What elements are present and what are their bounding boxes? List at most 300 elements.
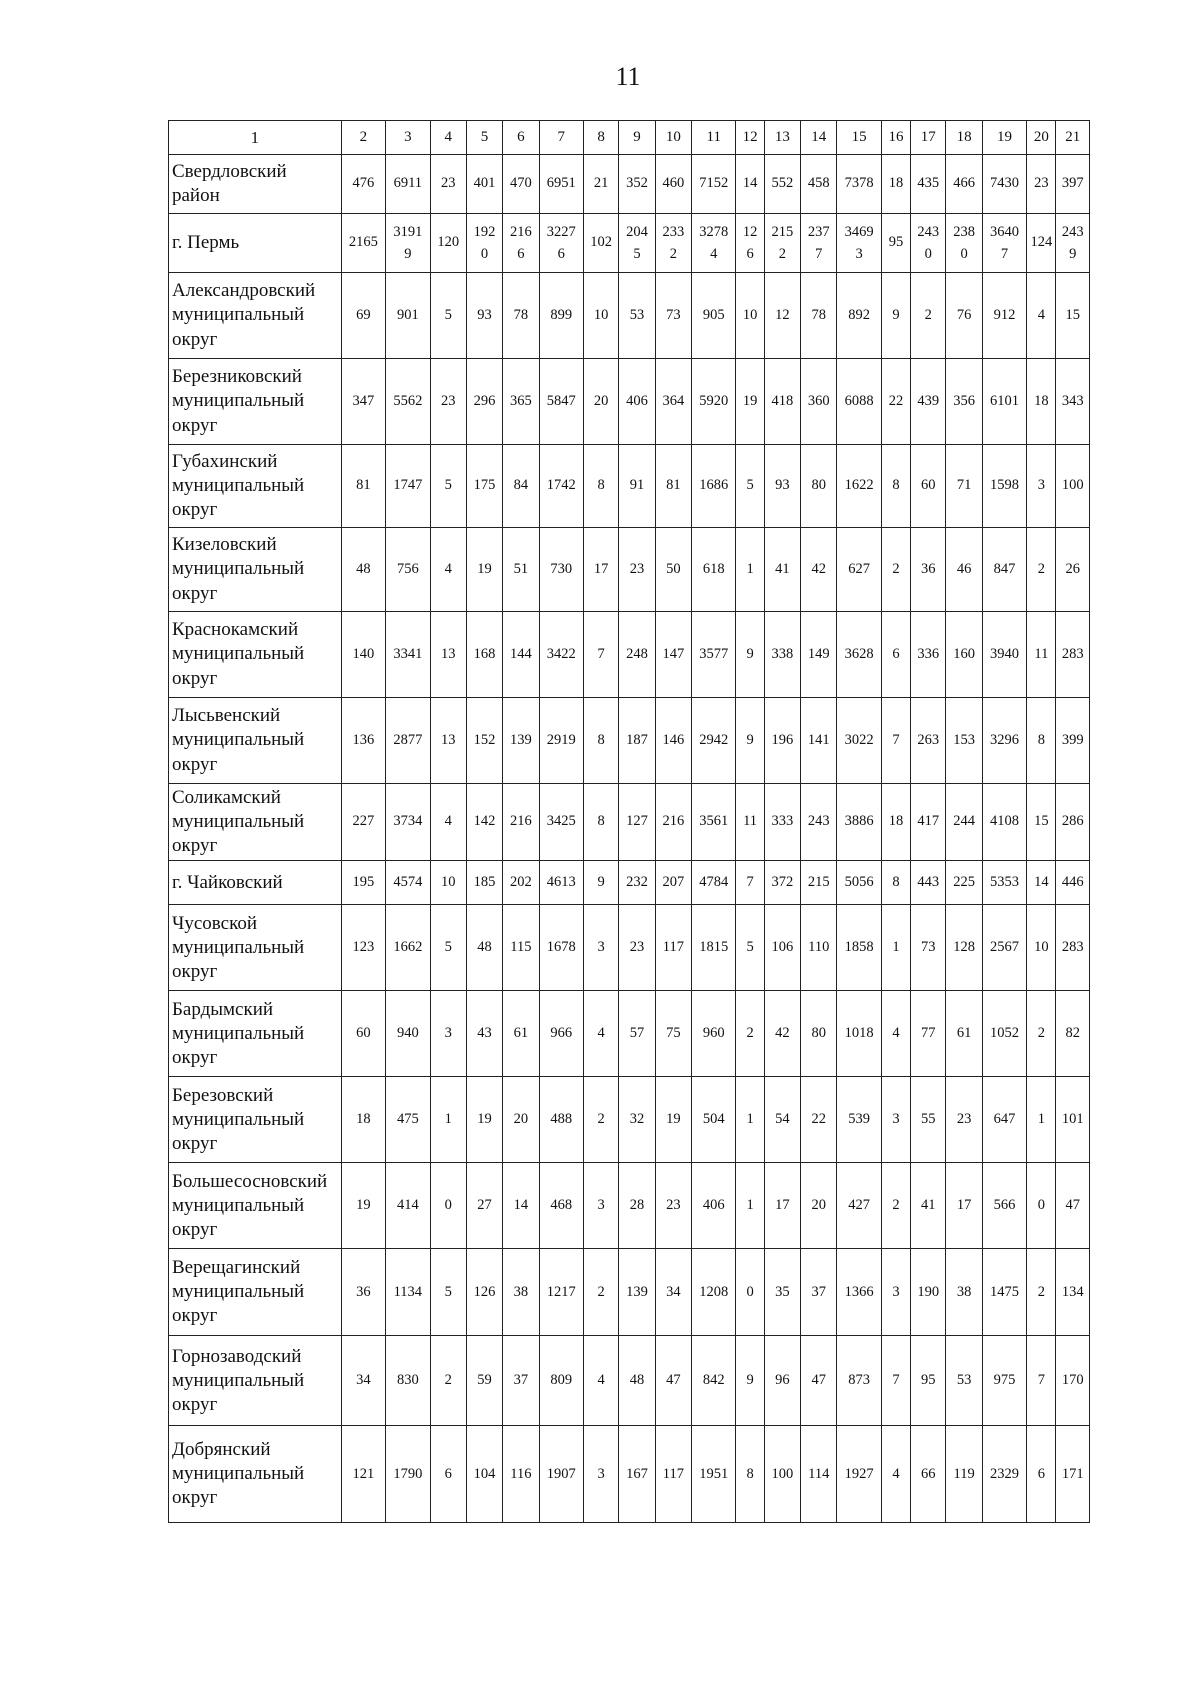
table-cell: 6101 [982, 359, 1026, 445]
table-cell: 17 [764, 1163, 800, 1249]
table-cell: 2942 [692, 698, 736, 784]
table-cell: 6 [430, 1426, 466, 1523]
table-cell: 263 [911, 698, 946, 784]
table-cell: 238 0 [946, 214, 982, 273]
table-cell: 2 [881, 528, 910, 612]
table-cell: 5056 [837, 861, 881, 905]
territory-name: Бардымский муниципальный округ [169, 991, 342, 1077]
table-row [169, 445, 1090, 528]
table-cell: 4 [430, 528, 466, 612]
table-row [169, 861, 1090, 905]
column-header: 12 [736, 121, 764, 155]
table-cell: 618 [692, 528, 736, 612]
table-cell: 3 [583, 1426, 618, 1523]
table-cell: 47 [1056, 1163, 1090, 1249]
table-cell: 3734 [386, 784, 430, 861]
table-cell: 966 [539, 991, 583, 1077]
column-header: 21 [1056, 121, 1090, 155]
table-cell: 190 [911, 1249, 946, 1336]
table-cell: 1366 [837, 1249, 881, 1336]
table-row [169, 1249, 1090, 1336]
table-cell: 356 [946, 359, 982, 445]
table-cell: 243 [801, 784, 837, 861]
table-cell: 9 [881, 273, 910, 359]
table-cell: 847 [982, 528, 1026, 612]
table-cell: 418 [764, 359, 800, 445]
territory-name: Краснокамский муниципальный округ [169, 612, 342, 698]
table-cell: 119 [946, 1426, 982, 1523]
table-cell: 168 [466, 612, 502, 698]
table-cell: 13 [430, 698, 466, 784]
column-header: 14 [801, 121, 837, 155]
table-cell: 2 [911, 273, 946, 359]
table-cell: 3278 4 [692, 214, 736, 273]
table-cell: 134 [1056, 1249, 1090, 1336]
table-cell: 227 [341, 784, 385, 861]
table-cell: 397 [1056, 155, 1090, 214]
table-cell: 7430 [982, 155, 1026, 214]
table-cell: 27 [466, 1163, 502, 1249]
table-cell: 8 [583, 445, 618, 528]
table-cell: 446 [1056, 861, 1090, 905]
table-cell: 11 [1027, 612, 1056, 698]
table-cell: 8 [881, 445, 910, 528]
table-cell: 32 [619, 1077, 655, 1163]
table-cell: 539 [837, 1077, 881, 1163]
table-cell: 36 [911, 528, 946, 612]
table-cell: 81 [655, 445, 691, 528]
table-cell: 243 9 [1056, 214, 1090, 273]
table-cell: 2 [1027, 991, 1056, 1077]
table-cell: 6911 [386, 155, 430, 214]
table-cell: 170 [1056, 1336, 1090, 1426]
table-cell: 2 [1027, 528, 1056, 612]
column-header: 10 [655, 121, 691, 155]
table-cell: 9 [736, 698, 764, 784]
table-cell: 20 [503, 1077, 539, 1163]
table-cell: 43 [466, 991, 502, 1077]
table-cell: 842 [692, 1336, 736, 1426]
table-cell: 406 [692, 1163, 736, 1249]
table-row [169, 1336, 1090, 1426]
column-header: 11 [692, 121, 736, 155]
table-cell: 47 [801, 1336, 837, 1426]
table-cell: 69 [341, 273, 385, 359]
table-cell: 23 [946, 1077, 982, 1163]
table-cell: 36 [341, 1249, 385, 1336]
column-header: 17 [911, 121, 946, 155]
table-cell: 41 [764, 528, 800, 612]
table-cell: 42 [764, 991, 800, 1077]
table-cell: 139 [503, 698, 539, 784]
table-cell: 5847 [539, 359, 583, 445]
table-cell: 46 [946, 528, 982, 612]
territory-name: Губахинский муниципальный округ [169, 445, 342, 528]
table-cell: 114 [801, 1426, 837, 1523]
table-cell: 19 [655, 1077, 691, 1163]
table-cell: 23 [655, 1163, 691, 1249]
table-cell: 1475 [982, 1249, 1026, 1336]
table-cell: 93 [466, 273, 502, 359]
table-cell: 899 [539, 273, 583, 359]
column-header: 15 [837, 121, 881, 155]
table-cell: 22 [881, 359, 910, 445]
table-cell: 8 [583, 784, 618, 861]
table-cell: 1 [736, 1077, 764, 1163]
table-cell: 4 [583, 991, 618, 1077]
table-cell: 41 [911, 1163, 946, 1249]
table-cell: 1598 [982, 445, 1026, 528]
table-cell: 7152 [692, 155, 736, 214]
table-cell: 7 [1027, 1336, 1056, 1426]
table-cell: 248 [619, 612, 655, 698]
table-cell: 3 [583, 905, 618, 991]
table-cell: 54 [764, 1077, 800, 1163]
table-cell: 5562 [386, 359, 430, 445]
column-header: 5 [466, 121, 502, 155]
table-cell: 730 [539, 528, 583, 612]
table-cell: 17 [583, 528, 618, 612]
table-cell: 78 [801, 273, 837, 359]
table-cell: 96 [764, 1336, 800, 1426]
column-header: 20 [1027, 121, 1056, 155]
table-cell: 9 [736, 1336, 764, 1426]
table-cell: 296 [466, 359, 502, 445]
table-cell: 17 [946, 1163, 982, 1249]
table-cell: 2 [881, 1163, 910, 1249]
table-cell: 4 [881, 1426, 910, 1523]
table-cell: 809 [539, 1336, 583, 1426]
table-cell: 47 [655, 1336, 691, 1426]
table-cell: 104 [466, 1426, 502, 1523]
table-cell: 627 [837, 528, 881, 612]
table-cell: 475 [386, 1077, 430, 1163]
table-cell: 4 [881, 991, 910, 1077]
table-cell: 1 [881, 905, 910, 991]
table-cell: 10 [583, 273, 618, 359]
table-cell: 14 [736, 155, 764, 214]
table-cell: 18 [1027, 359, 1056, 445]
table-cell: 127 [619, 784, 655, 861]
table-cell: 216 [503, 784, 539, 861]
territory-name: Верещагинский муниципальный округ [169, 1249, 342, 1336]
table-cell: 1907 [539, 1426, 583, 1523]
table-cell: 1951 [692, 1426, 736, 1523]
table-cell: 171 [1056, 1426, 1090, 1523]
table-cell: 5 [430, 905, 466, 991]
table-cell: 343 [1056, 359, 1090, 445]
table-cell: 3940 [982, 612, 1026, 698]
table-cell: 2 [1027, 1249, 1056, 1336]
table-cell: 61 [503, 991, 539, 1077]
table-cell: 8 [1027, 698, 1056, 784]
territory-name: Добрянский муниципальный округ [169, 1426, 342, 1523]
column-header: 4 [430, 121, 466, 155]
table-row [169, 612, 1090, 698]
table-cell: 19 [466, 528, 502, 612]
column-header: 3 [386, 121, 430, 155]
table-row [169, 991, 1090, 1077]
table-cell: 372 [764, 861, 800, 905]
table-cell: 117 [655, 905, 691, 991]
table-cell: 1 [1027, 1077, 1056, 1163]
table-cell: 1815 [692, 905, 736, 991]
table-cell: 126 [466, 1249, 502, 1336]
table-cell: 23 [1027, 155, 1056, 214]
table-cell: 476 [341, 155, 385, 214]
table-cell: 552 [764, 155, 800, 214]
table-cell: 141 [801, 698, 837, 784]
table-cell: 20 [583, 359, 618, 445]
table-cell: 243 0 [911, 214, 946, 273]
table-cell: 175 [466, 445, 502, 528]
table-cell: 1686 [692, 445, 736, 528]
table-cell: 23 [619, 528, 655, 612]
table-cell: 7378 [837, 155, 881, 214]
table-row [169, 359, 1090, 445]
table-cell: 15 [1056, 273, 1090, 359]
table-cell: 152 [466, 698, 502, 784]
table-cell: 59 [466, 1336, 502, 1426]
table-cell: 6088 [837, 359, 881, 445]
table-cell: 101 [1056, 1077, 1090, 1163]
table-cell: 1622 [837, 445, 881, 528]
table-cell: 140 [341, 612, 385, 698]
table-cell: 504 [692, 1077, 736, 1163]
table-cell: 12 6 [736, 214, 764, 273]
table-cell: 468 [539, 1163, 583, 1249]
table-cell: 225 [946, 861, 982, 905]
table-cell: 80 [801, 991, 837, 1077]
table-cell: 37 [503, 1336, 539, 1426]
table-row [169, 1163, 1090, 1249]
territory-name: Березниковский муниципальный округ [169, 359, 342, 445]
territory-name: Александровский муниципальный округ [169, 273, 342, 359]
table-cell: 11 [736, 784, 764, 861]
table-cell: 95 [881, 214, 910, 273]
table-cell: 9 [736, 612, 764, 698]
table-cell: 237 7 [801, 214, 837, 273]
table-cell: 1927 [837, 1426, 881, 1523]
table-cell: 215 [801, 861, 837, 905]
table-cell: 3886 [837, 784, 881, 861]
table-cell: 0 [736, 1249, 764, 1336]
table-cell: 13 [430, 612, 466, 698]
table-cell: 142 [466, 784, 502, 861]
table-cell: 1018 [837, 991, 881, 1077]
table-cell: 216 6 [503, 214, 539, 273]
table-cell: 37 [801, 1249, 837, 1336]
table-cell: 196 [764, 698, 800, 784]
territory-name: Большесосновский муниципальный округ [169, 1163, 342, 1249]
table-cell: 2 [736, 991, 764, 1077]
table-cell: 360 [801, 359, 837, 445]
table-cell: 7 [736, 861, 764, 905]
table-cell: 4 [583, 1336, 618, 1426]
table-cell: 19 [341, 1163, 385, 1249]
table-cell: 2919 [539, 698, 583, 784]
table-cell: 18 [881, 155, 910, 214]
table-cell: 1747 [386, 445, 430, 528]
table-cell: 60 [341, 991, 385, 1077]
table-cell: 2877 [386, 698, 430, 784]
table-cell: 3425 [539, 784, 583, 861]
table-cell: 10 [1027, 905, 1056, 991]
table-cell: 0 [1027, 1163, 1056, 1249]
column-header: 7 [539, 121, 583, 155]
territory-name: Чусовской муниципальный округ [169, 905, 342, 991]
table-cell: 185 [466, 861, 502, 905]
table-cell: 19 [736, 359, 764, 445]
table-cell: 244 [946, 784, 982, 861]
table-cell: 215 2 [764, 214, 800, 273]
table-cell: 19 [466, 1077, 502, 1163]
table-cell: 336 [911, 612, 946, 698]
table-cell: 3561 [692, 784, 736, 861]
table-cell: 8 [736, 1426, 764, 1523]
table-cell: 3422 [539, 612, 583, 698]
table-cell: 488 [539, 1077, 583, 1163]
table-cell: 106 [764, 905, 800, 991]
table-cell: 347 [341, 359, 385, 445]
table-cell: 417 [911, 784, 946, 861]
table-cell: 3296 [982, 698, 1026, 784]
table-cell: 136 [341, 698, 385, 784]
table-cell: 406 [619, 359, 655, 445]
table-cell: 38 [946, 1249, 982, 1336]
table-cell: 8 [583, 698, 618, 784]
table-cell: 110 [801, 905, 837, 991]
table-cell: 232 [619, 861, 655, 905]
table-cell: 115 [503, 905, 539, 991]
table-cell: 5 [736, 445, 764, 528]
table-cell: 123 [341, 905, 385, 991]
table-cell: 204 5 [619, 214, 655, 273]
table-cell: 55 [911, 1077, 946, 1163]
table-cell: 121 [341, 1426, 385, 1523]
table-cell: 128 [946, 905, 982, 991]
table-cell: 34 [655, 1249, 691, 1336]
table-cell: 283 [1056, 612, 1090, 698]
header-row [169, 121, 1090, 155]
table-row [169, 698, 1090, 784]
table-cell: 3 [583, 1163, 618, 1249]
table-cell: 3 [1027, 445, 1056, 528]
table-cell: 756 [386, 528, 430, 612]
table-cell: 940 [386, 991, 430, 1077]
table-cell: 3469 3 [837, 214, 881, 273]
column-header: 8 [583, 121, 618, 155]
table-cell: 1217 [539, 1249, 583, 1336]
table-cell: 5 [430, 273, 466, 359]
table-cell: 439 [911, 359, 946, 445]
table-cell: 80 [801, 445, 837, 528]
table-cell: 207 [655, 861, 691, 905]
table-cell: 2 [583, 1249, 618, 1336]
territory-name: Соликамский муниципальный округ [169, 784, 342, 861]
table-cell: 73 [911, 905, 946, 991]
table-cell: 427 [837, 1163, 881, 1249]
table-cell: 84 [503, 445, 539, 528]
table-cell: 460 [655, 155, 691, 214]
table-cell: 51 [503, 528, 539, 612]
table-cell: 3341 [386, 612, 430, 698]
table-cell: 81 [341, 445, 385, 528]
table-cell: 202 [503, 861, 539, 905]
table-cell: 2329 [982, 1426, 1026, 1523]
table-cell: 0 [430, 1163, 466, 1249]
table-cell: 6 [1027, 1426, 1056, 1523]
table-cell: 6951 [539, 155, 583, 214]
table-cell: 23 [619, 905, 655, 991]
table-cell: 8 [881, 861, 910, 905]
table-cell: 1134 [386, 1249, 430, 1336]
table-cell: 76 [946, 273, 982, 359]
table-cell: 912 [982, 273, 1026, 359]
table-cell: 2 [583, 1077, 618, 1163]
table-cell: 48 [466, 905, 502, 991]
table-cell: 139 [619, 1249, 655, 1336]
table-cell: 338 [764, 612, 800, 698]
table-cell: 3628 [837, 612, 881, 698]
table-cell: 146 [655, 698, 691, 784]
table-cell: 1678 [539, 905, 583, 991]
table-cell: 124 [1027, 214, 1056, 273]
column-header: 1 [169, 121, 342, 155]
table-cell: 3 [881, 1249, 910, 1336]
territory-name: г. Чайковский [169, 861, 342, 905]
territory-name: Кизеловский муниципальный округ [169, 528, 342, 612]
table-cell: 830 [386, 1336, 430, 1426]
table-cell: 901 [386, 273, 430, 359]
table-cell: 66 [911, 1426, 946, 1523]
table-cell: 364 [655, 359, 691, 445]
territory-name: Лысьвенский муниципальный округ [169, 698, 342, 784]
table-cell: 167 [619, 1426, 655, 1523]
table-cell: 147 [655, 612, 691, 698]
table-cell: 77 [911, 991, 946, 1077]
column-header: 6 [503, 121, 539, 155]
table-cell: 399 [1056, 698, 1090, 784]
table-cell: 6 [881, 612, 910, 698]
table-cell: 1 [736, 1163, 764, 1249]
table-cell: 443 [911, 861, 946, 905]
table-cell: 352 [619, 155, 655, 214]
table-body [169, 121, 1090, 1523]
table-cell: 5920 [692, 359, 736, 445]
table-cell: 333 [764, 784, 800, 861]
column-header: 13 [764, 121, 800, 155]
table-cell: 1 [430, 1077, 466, 1163]
table-cell: 60 [911, 445, 946, 528]
table-cell: 401 [466, 155, 502, 214]
table-cell: 1052 [982, 991, 1026, 1077]
table-cell: 1790 [386, 1426, 430, 1523]
table-cell: 61 [946, 991, 982, 1077]
table-cell: 1858 [837, 905, 881, 991]
table-cell: 4613 [539, 861, 583, 905]
table-cell: 160 [946, 612, 982, 698]
table-cell: 3191 9 [386, 214, 430, 273]
table-cell: 48 [341, 528, 385, 612]
table-cell: 2 [430, 1336, 466, 1426]
table-cell: 4574 [386, 861, 430, 905]
table-cell: 873 [837, 1336, 881, 1426]
table-cell: 195 [341, 861, 385, 905]
table-cell: 100 [764, 1426, 800, 1523]
table-cell: 192 0 [466, 214, 502, 273]
table-cell: 5 [430, 1249, 466, 1336]
